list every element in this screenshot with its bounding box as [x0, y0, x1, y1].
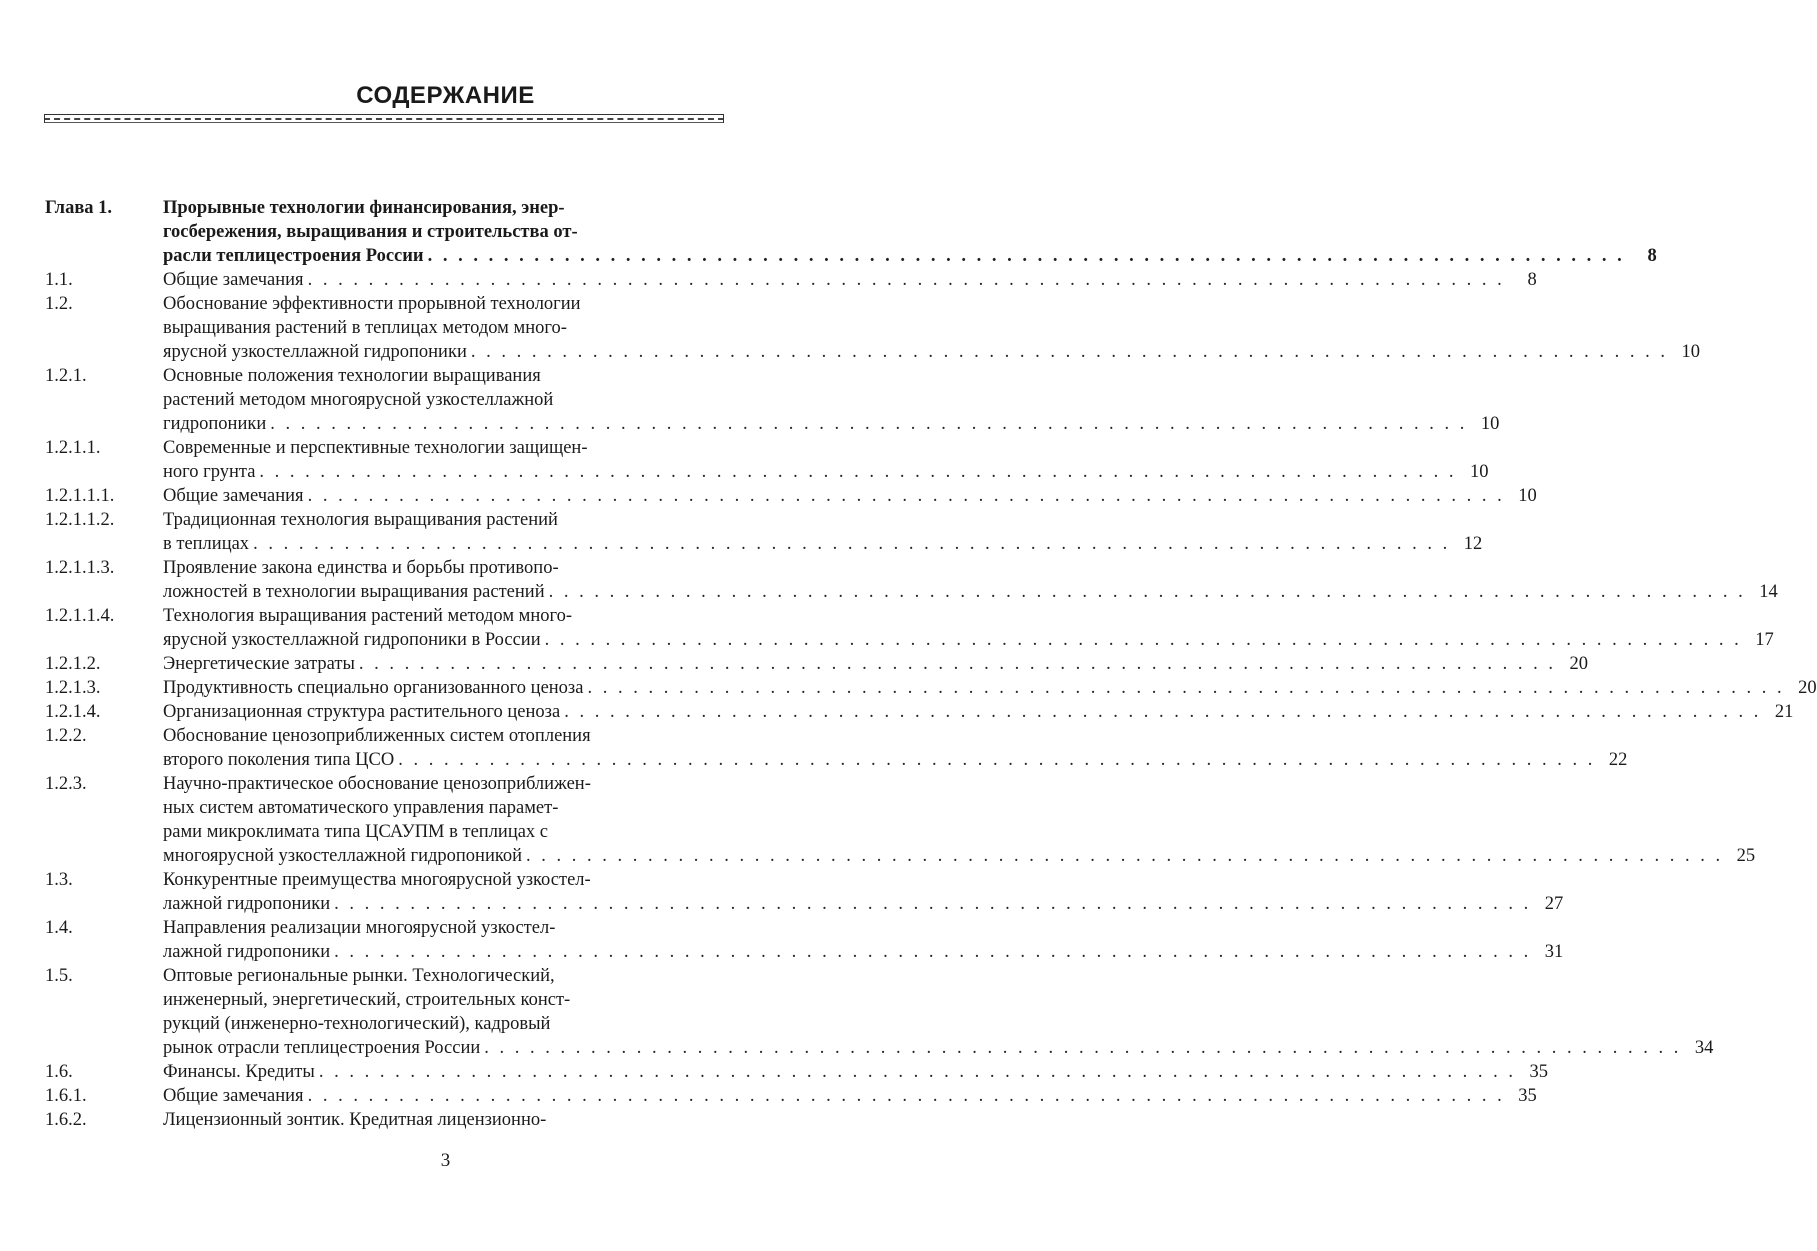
toc-entry-number: 1.2.1.3.	[45, 678, 101, 698]
toc-entry-page: 31	[1544, 942, 1564, 962]
toc-entry-number: 1.2.1.1.3.	[45, 558, 115, 578]
toc-entry-page: 12	[1463, 534, 1483, 554]
page-title: СОДЕРЖАНИЕ	[356, 82, 535, 109]
toc-entry	[45, 772, 1756, 868]
toc-entry-page: 14	[1759, 582, 1778, 602]
toc-entry-line: ярусной узкостеллажной гидропоники в России	[163, 630, 541, 650]
toc-entry-title	[163, 556, 1778, 604]
toc-entry-line: Проявление закона единства и борьбы противопо-	[163, 558, 559, 578]
toc-entry-line: растений методом многоярусной узкостеллажной	[163, 390, 554, 410]
toc-entry-line: рами микроклимата типа ЦСАУПМ в теплицах с	[163, 822, 549, 842]
toc-entry-number: 1.2.1.1.	[45, 438, 101, 458]
toc-entry	[45, 1084, 1537, 1108]
toc-entry-page: 35	[1529, 1062, 1548, 1082]
toc-entry	[45, 196, 1657, 268]
toc-entry	[45, 484, 1537, 508]
toc-entry-line: лажной гидропоники	[163, 942, 331, 962]
toc-entry-line: Прорывные технологии финансирования, энер-	[163, 198, 565, 218]
toc-entry-line: ложностей в технологии выращивания растений	[163, 582, 545, 602]
toc-entry-line: Научно-практическое обоснование ценозоприближен-	[163, 774, 591, 794]
toc-entry-title	[163, 916, 1563, 964]
toc-entry-number: 1.6.1.	[45, 1086, 87, 1106]
dot-leader	[526, 844, 1723, 868]
toc-entry	[45, 268, 1537, 292]
toc-entry-line: Общие замечания	[163, 1086, 304, 1106]
toc-entry-number: 1.2.1.1.1.	[45, 486, 115, 506]
dot-leader	[587, 676, 1784, 700]
toc-entry-title	[163, 196, 1657, 268]
toc-entry-page: 21	[1774, 702, 1794, 722]
toc-entry-line: Технология выращивания растений методом много-	[163, 606, 573, 626]
toc-entry-page: 20	[1798, 678, 1817, 698]
toc-entry-title	[163, 964, 1713, 1060]
toc-entry-number: 1.2.1.4.	[45, 702, 101, 722]
dot-leader	[259, 460, 1456, 484]
toc-entry-line: Обоснование ценозоприближенных систем отопления	[163, 726, 591, 746]
toc-entry-line: Современные и перспективные технологии защищен-	[163, 438, 588, 458]
toc-entry-page: 8	[1647, 246, 1657, 266]
toc-entry-line: Конкурентные преимущества многоярусной узкостел-	[163, 870, 591, 890]
toc-entry-number: 1.4.	[45, 918, 73, 938]
toc-entry-line: гидропоники	[163, 414, 267, 434]
dot-leader	[319, 1060, 1516, 1084]
toc-entry-line: Направления реализации многоярусной узкостел-	[163, 918, 556, 938]
toc-entry	[45, 436, 1489, 484]
toc-entry-title	[163, 700, 1793, 724]
toc-entry	[45, 700, 1794, 724]
toc-entry-page: 22	[1608, 750, 1628, 770]
title-underline	[44, 114, 724, 123]
toc-entry-line: ярусной узкостеллажной гидропоники	[163, 342, 467, 362]
toc-entry-line: Обоснование эффективности прорывной технологии	[163, 294, 581, 314]
toc-entry-line: рынок отрасли теплицестроения России	[163, 1038, 481, 1058]
toc-entry-title	[163, 604, 1774, 652]
dot-leader	[308, 1084, 1505, 1108]
toc-entry-page: 35	[1518, 1086, 1537, 1106]
dot-leader	[270, 412, 1467, 436]
toc-entry	[45, 868, 1564, 916]
toc-entry-line: Основные положения технологии выращивания	[163, 366, 541, 386]
toc-entry-line: Продуктивность специально организованного ценоза	[163, 678, 584, 698]
dot-leader	[549, 580, 1746, 604]
toc-entry-line: госбережения, выращивания и строительства от-	[163, 222, 578, 242]
toc-entry-page: 10	[1518, 486, 1537, 506]
toc-entry-line: в теплицах	[163, 534, 250, 554]
toc-entry-line: лажной гидропоники	[163, 894, 331, 914]
toc-entry-line: Оптовые региональные рынки. Технологический,	[163, 966, 555, 986]
toc-entry	[45, 1060, 1548, 1084]
toc-entry-line: Организационная структура растительного ценоза	[163, 702, 561, 722]
toc-entry-line: Общие замечания	[163, 486, 304, 506]
dot-leader	[471, 340, 1668, 364]
toc-entry-line: инженерный, энергетический, строительных конст-	[163, 990, 571, 1010]
toc-entry-number: 1.2.2.	[45, 726, 87, 746]
dot-leader	[428, 244, 1625, 268]
toc-entry-line: Энергетические затраты	[163, 654, 355, 674]
toc-entry-number: 1.2.1.2.	[45, 654, 101, 674]
toc-entry	[45, 964, 1714, 1060]
toc-entry-line: рукций (инженерно-технологический), кадровый	[163, 1014, 551, 1034]
toc-entry	[45, 676, 1817, 700]
toc-entry	[45, 916, 1564, 964]
toc-entry-line: Общие замечания	[163, 270, 304, 290]
toc-entry-title	[163, 268, 1537, 292]
toc-entry	[45, 508, 1483, 556]
toc-entry-page: 10	[1480, 414, 1500, 434]
toc-entry-number: 1.6.2.	[45, 1110, 87, 1130]
toc-entry	[45, 364, 1500, 436]
toc-entry-title	[163, 1084, 1537, 1108]
table-of-contents	[45, 196, 1817, 1132]
dot-leader	[484, 1036, 1681, 1060]
toc-entry-line: Традиционная технология выращивания растений	[163, 510, 558, 530]
toc-entry-number: 1.2.1.1.2.	[45, 510, 115, 530]
toc-entry-line: второго поколения типа ЦСО	[163, 750, 395, 770]
toc-entry-page: 27	[1544, 894, 1564, 914]
toc-entry-title	[163, 508, 1482, 556]
toc-entry-page: 17	[1755, 630, 1774, 650]
toc-entry-line: выращивания растений в теплицах методом много-	[163, 318, 567, 338]
toc-entry-number: Глава 1.	[45, 198, 113, 218]
toc-entry-title	[163, 772, 1755, 868]
toc-entry-page: 25	[1736, 846, 1756, 866]
page-number: 3	[440, 1150, 451, 1171]
toc-entry-title	[163, 652, 1588, 676]
dot-leader	[334, 940, 1531, 964]
toc-entry-page: 10	[1681, 342, 1700, 362]
dot-leader	[308, 484, 1505, 508]
dot-leader	[398, 748, 1595, 772]
toc-entry-line: ных систем автоматического управления парамет-	[163, 798, 559, 818]
toc-entry	[45, 292, 1700, 364]
toc-entry-number: 1.3.	[45, 870, 73, 890]
toc-entry-line: многоярусной узкостеллажной гидропоникой	[163, 846, 523, 866]
dot-leader	[334, 892, 1531, 916]
toc-entry	[45, 556, 1778, 604]
toc-entry-number: 1.2.	[45, 294, 73, 314]
toc-entry-title	[163, 868, 1563, 916]
toc-entry-line: Финансы. Кредиты	[163, 1062, 315, 1082]
toc-entry-title	[163, 1108, 725, 1132]
toc-entry	[45, 1108, 725, 1132]
dot-leader	[253, 532, 1450, 556]
dot-leader	[359, 652, 1556, 676]
toc-entry-title	[163, 676, 1817, 700]
toc-entry-number: 1.6.	[45, 1062, 73, 1082]
toc-entry-number: 1.2.3.	[45, 774, 87, 794]
dot-leader	[545, 628, 1742, 652]
toc-entry	[45, 724, 1628, 772]
toc-entry-page: 10	[1470, 462, 1489, 482]
toc-entry-line: ного грунта	[163, 462, 256, 482]
toc-entry-page: 8	[1527, 270, 1537, 290]
toc-entry-title	[163, 292, 1700, 364]
toc-entry-title	[163, 1060, 1548, 1084]
dot-leader	[564, 700, 1761, 724]
toc-entry-number: 1.1.	[45, 270, 73, 290]
toc-entry-title	[163, 724, 1627, 772]
toc-entry-line: Лицензионный зонтик. Кредитная лицензионно-	[163, 1110, 547, 1130]
toc-entry-number: 1.2.1.1.4.	[45, 606, 115, 626]
dot-leader	[308, 268, 1505, 292]
toc-entry-page: 34	[1694, 1038, 1714, 1058]
toc-entry-number: 1.2.1.	[45, 366, 87, 386]
toc-entry-title	[163, 364, 1499, 436]
toc-entry	[45, 652, 1588, 676]
toc-entry	[45, 604, 1774, 652]
toc-entry-title	[163, 484, 1537, 508]
toc-entry-number: 1.5.	[45, 966, 73, 986]
toc-entry-title	[163, 436, 1489, 484]
toc-entry-line: расли теплицестроения России	[163, 246, 424, 266]
toc-entry-page: 20	[1569, 654, 1588, 674]
